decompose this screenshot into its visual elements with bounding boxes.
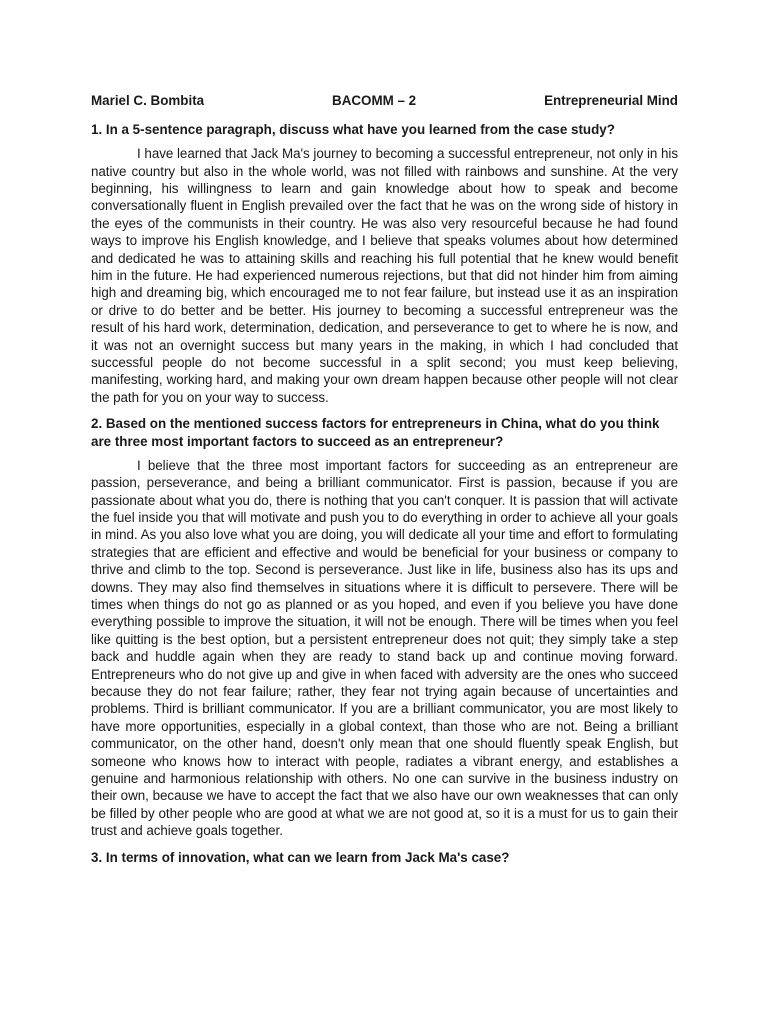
student-name: Mariel C. Bombita <box>91 93 205 108</box>
question-3: 3. In terms of innovation, what can we learn from Jack Ma's case? <box>91 849 510 865</box>
question-1: 1. In a 5-sentence paragraph, discuss what have you learned from the case study? <box>91 122 615 137</box>
document-header <box>91 92 678 110</box>
question-2: 2. Based on the mentioned success factors for entrepreneurs in China, what do you think are three most important factors to succeed as an entrepreneur? <box>91 416 660 449</box>
course-section: BACOMM – 2 <box>332 93 417 108</box>
subject-title: Entrepreneurial Mind <box>544 93 678 108</box>
answer-2: I believe that the three most important factors for succeeding as an entrepreneur are passion, perseverance, and being a brilliant communicator. First is passion, because if you are passionate about what you do, there is nothing that you can't conquer. It is passion that will activate the fuel inside you that will motivate and push you to do everything in order to achieve all your goals in mind. As you also love what you are doing, you will dedicate all your time and effort to formulating strategies that are efficient and effective and would be beneficial for your business or company to thrive and climb to the top. Second is perseverance. Just like in life, business also has its ups and downs. They may also find themselves in situations where it is difficult to persevere. There will be times when things do not go as planned or as you hoped, and even if you believe you have done everything possible to improve the situation, it will not be enough. There will be times when you feel like quitting is the best option, but a persistent entrepreneur does not quit; they simply take a step back and huddle again when they are ready to stand back up and continue moving forward. Entrepreneurs who do not give up and give in when faced with adversity are the ones who succeed because they do not fear failure; rather, they fear not trying again because of uncertainties and problems. Third is brilliant communicator. If you are a brilliant communicator, you are most likely to have more opportunities, especially in a global context, than those who are not. Being a brilliant communicator, on the other hand, doesn't only mean that one should fluently speak English, but someone who knows how to interact with people, radiates a vibrant energy, and establishes a genuine and harmonious relationship with others. No one can survive in the business industry on their own, because we have to accept the fact that we also have our own weaknesses that can only be filled by other people who are good at what we are not good at, so it is a must for us to gain their trust and achieve goals together. <box>91 457 678 839</box>
answer-1: I have learned that Jack Ma's journey to becoming a successful entrepreneur, not only in his native country but also in the whole world, was not filled with rainbows and sunshine. At the very beginning, his willingness to learn and gain knowledge about how to speak and become conversationally fluent in English prevailed over the fact that he was on the wrong side of history in the eyes of the communists in their country. He was also very resourceful because he had found ways to improve his English knowledge, and I believe that speaks volumes about how determined and dedicated he was to attaining skills and reaching his full potential that he knew would benefit him in the future. He had experienced numerous rejections, but that did not hinder him from aiming high and dreaming big, which encouraged me to not fear failure, but instead use it as an inspiration or drive to do better and be better. His journey to becoming a successful entrepreneur was the result of his hard work, determination, dedication, and perseverance to get to where he is now, and it was not an overnight success but many years in the making, in which I had concluded that successful people do not become successful in a split second; you must keep believing, manifesting, working hard, and making your own dream happen because other people will not clear the path for you on your way to success. <box>91 146 678 405</box>
document-page <box>91 92 678 873</box>
